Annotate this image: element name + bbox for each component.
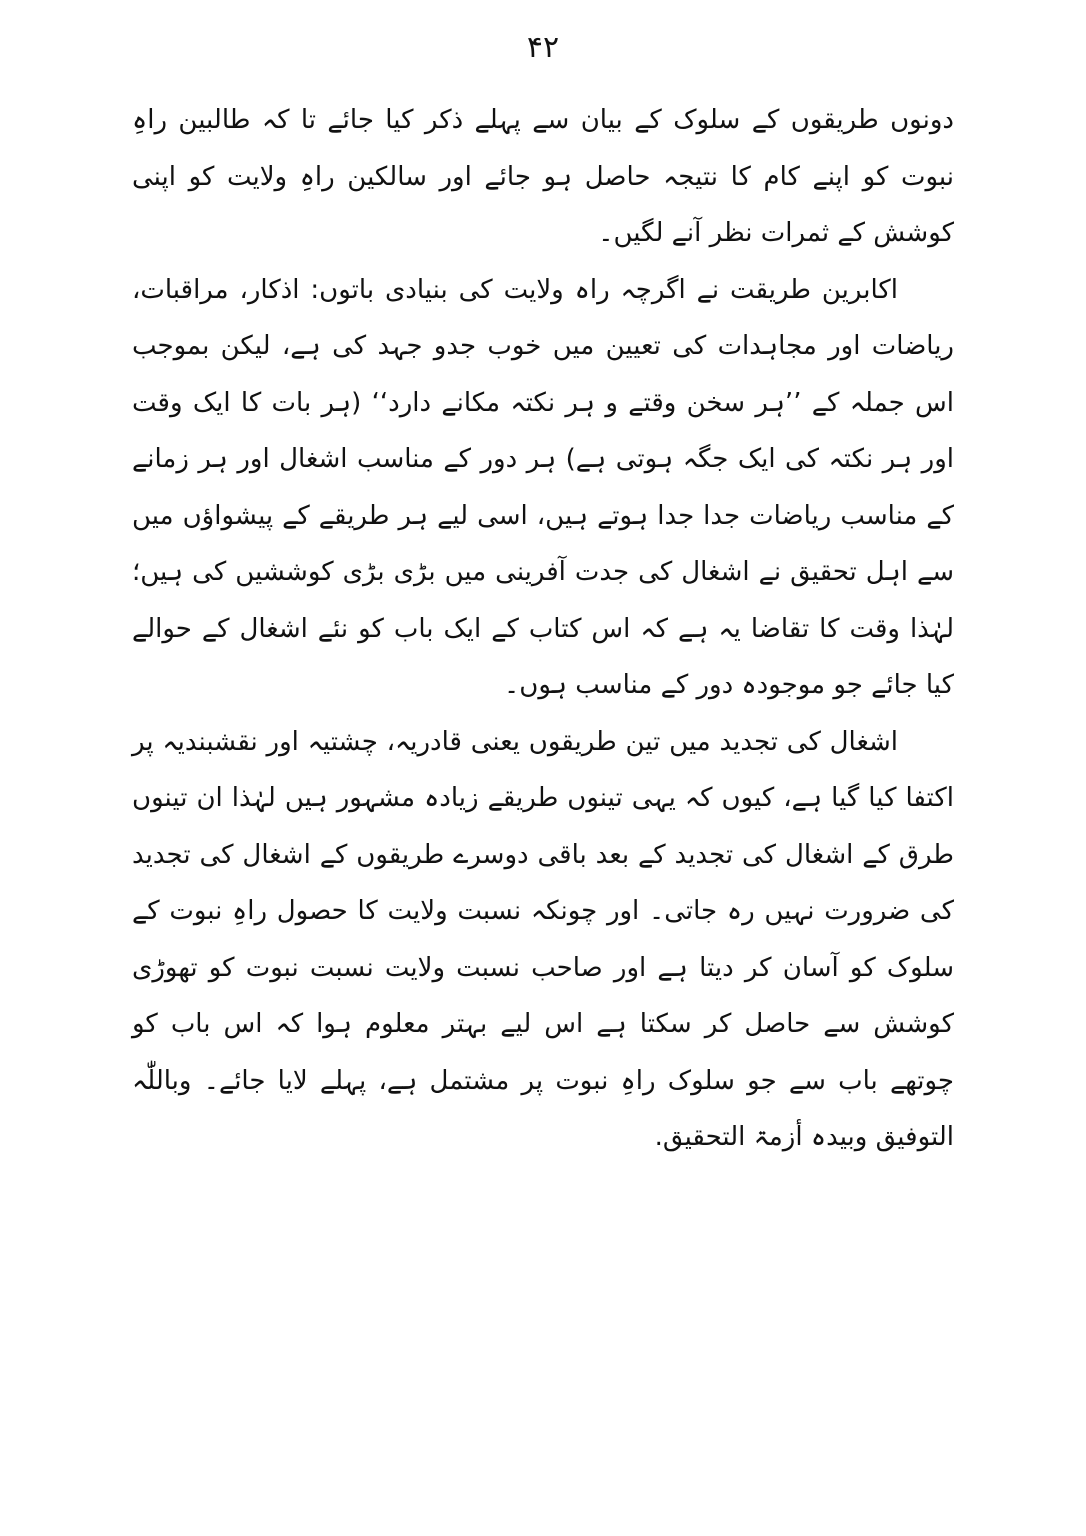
paragraph-3: اشغال کی تجدید میں تین طریقوں یعنی قادریہ، چشتیہ اور نقشبندیہ پر اکتفا کیا گیا ہے، کیوں کہ یہی تینوں طریقے زیادہ مشہور ہیں لہٰذا ان تینوں طرق کے اشغال کی تجدید کے بعد باقی دوسرے طریقوں کے اشغال کی تجدید کی ضرورت نہیں رہ جاتی۔ اور چونکہ نسبت ولایت کا حصول راہِ نبوت کے سلوک کو آسان کر دیتا ہے اور صاحب نسبت ولایت نسبت نبوت کو تھوڑی کوشش سے حاصل کر سکتا ہے اس لیے بہتر معلوم ہوا کہ اس باب کو چوتھے باب سے جو سلوک راہِ نبوت پر مشتمل ہے، پہلے لایا جائے۔ وباللّٰہ التوفیق وبیدہ أزمۃ التحقیق. [132, 726, 954, 1152]
body-text [132, 92, 954, 1166]
paragraph-1: دونوں طریقوں کے سلوک کے بیان سے پہلے ذکر کیا جائے تا کہ طالبین راہِ نبوت کو اپنے کام کا نتیجہ حاصل ہو جائے اور سالکین راہِ ولایت کو اپنی کوشش کے ثمرات نظر آنے لگیں۔ [132, 105, 954, 248]
paragraph-2: اکابرین طریقت نے اگرچہ راہ ولایت کی بنیادی باتوں: اذکار، مراقبات، ریاضات اور مجاہدات کی تعیین میں خوب جدو جہد کی ہے، لیکن بموجب اس جملہ کے ’’ہر سخن وقتے و ہر نکتہ مکانے دارد‘‘ (ہر بات کا ایک وقت اور ہر نکتہ کی ایک جگہ ہوتی ہے) ہر دور کے مناسب اشغال اور ہر زمانے کے مناسب ریاضات جدا جدا ہوتے ہیں، اسی لیے ہر طریقے کے پیشواؤں میں سے اہل تحقیق نے اشغال کی جدت آفرینی میں بڑی بڑی کوششیں کی ہیں؛ لہٰذا وقت کا تقاضا یہ ہے کہ اس کتاب کے ایک باب کو نئے اشغال کے حوالے کیا جائے جو موجودہ دور کے مناسب ہوں۔ [132, 274, 954, 700]
page-number: ۴۲ [526, 30, 560, 65]
